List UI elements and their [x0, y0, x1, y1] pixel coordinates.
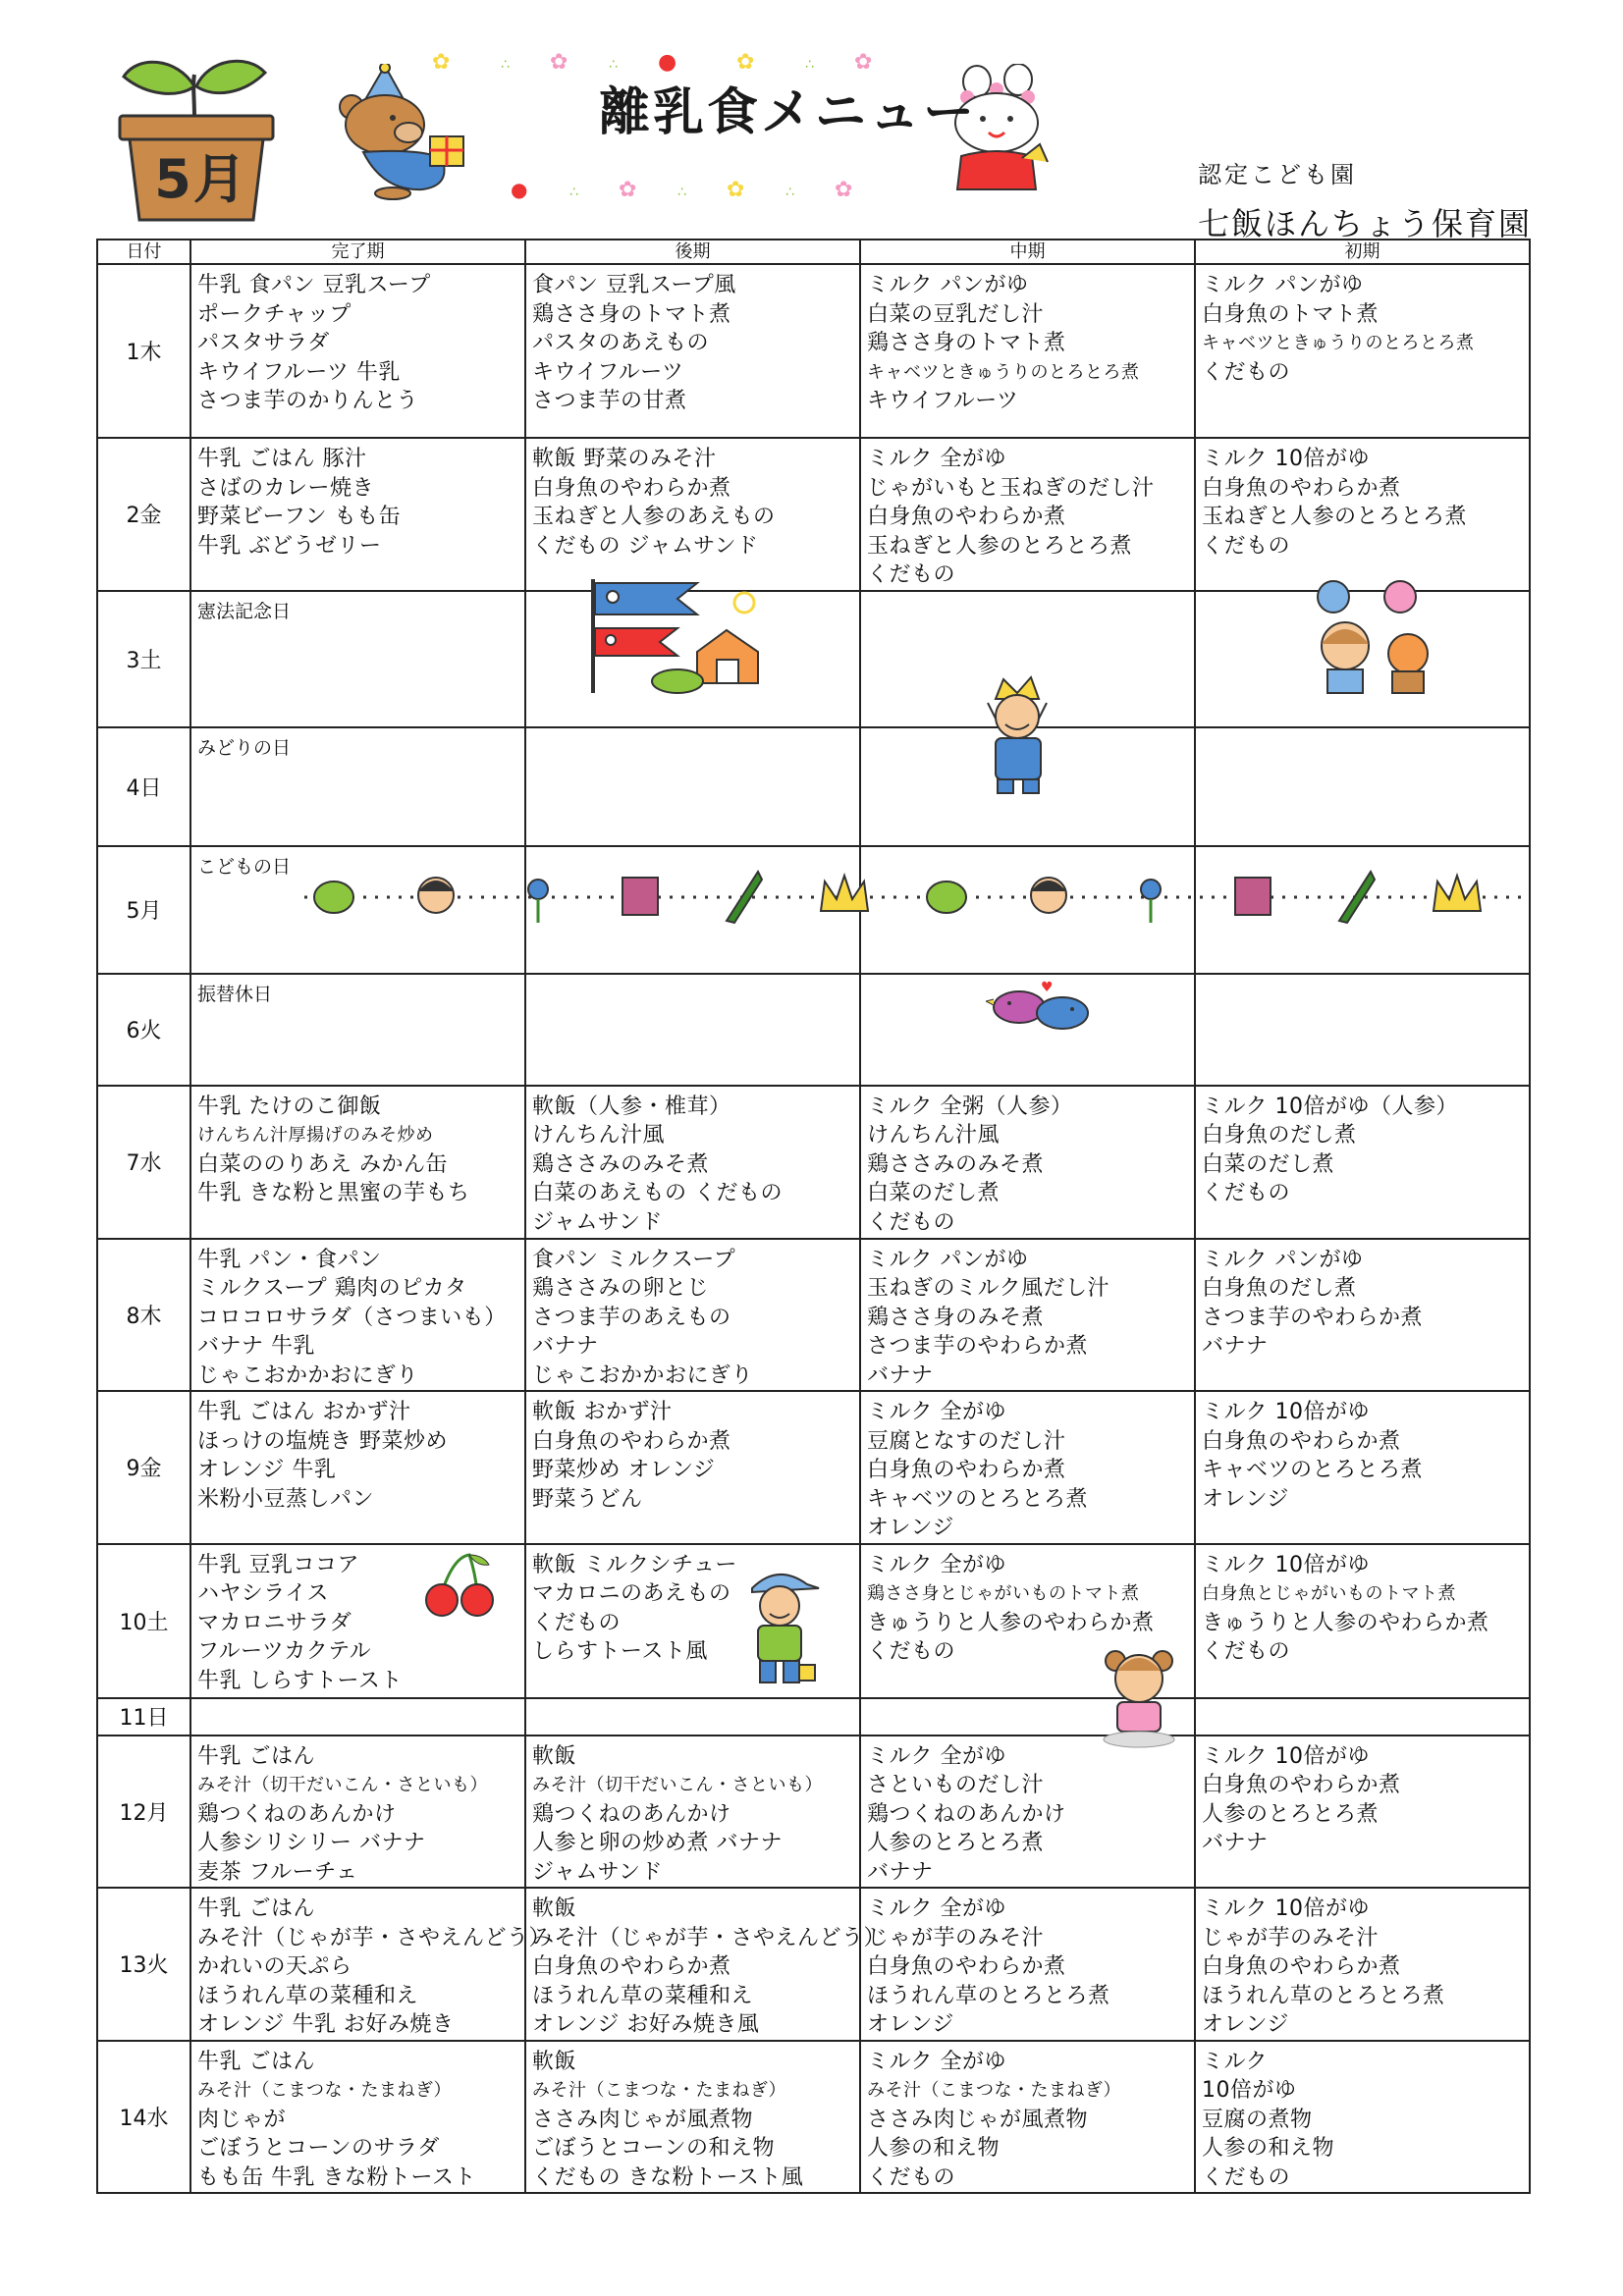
menu-item: ごぼうとコーンのサラダ: [197, 2136, 440, 2161]
holiday-label: こどもの日: [197, 855, 292, 878]
boy-crown-icon: [974, 673, 1062, 797]
garland-ornament-icon: [927, 881, 966, 913]
menu-item: マカロニサラダ: [197, 1610, 352, 1635]
menu-item: ミルク パンがゆ: [1202, 1247, 1364, 1272]
menu-item: けんちん汁風: [867, 1123, 1001, 1148]
menu-item: バナナ: [532, 1334, 599, 1359]
menu-item: 牛乳 ごはん: [197, 2049, 315, 2074]
menu-cell-kanryo: [190, 974, 525, 1086]
menu-item: きゅうりと人参のやわらか煮: [1202, 1610, 1489, 1635]
menu-cell-shoki: [1195, 1086, 1530, 1239]
menu-table: [96, 239, 1531, 2194]
menu-item: オレンジ 牛乳: [197, 1458, 337, 1482]
day-cell: 5月: [97, 846, 190, 974]
flower-garland-bottom-icon: [501, 175, 913, 204]
menu-item: キャベツのとろとろ煮: [867, 1486, 1089, 1512]
menu-cell-kanryo: [190, 1698, 525, 1735]
menu-cell-koki: [525, 264, 860, 438]
menu-item: しらすトースト風: [532, 1639, 708, 1664]
menu-item: キャベツときゅうりのとろとろ煮: [1202, 333, 1475, 353]
menu-item: もも缶 牛乳 きな粉トースト: [197, 2164, 476, 2190]
menu-item: オレンジ: [1202, 2012, 1289, 2037]
menu-item: 牛乳 ごはん 豚汁: [197, 447, 367, 471]
menu-item: 野菜ビーフン もも缶: [197, 505, 402, 529]
menu-cell-kanryo: [190, 2041, 525, 2194]
menu-cell-koki: [525, 1239, 860, 1392]
menu-item: みそ汁（じゃが芋・さやえんどう）: [532, 1925, 887, 1950]
menu-item: ミルク: [1202, 2049, 1269, 2074]
menu-item: 白身魚のやわらか煮: [532, 1954, 731, 1979]
garland-ornament-icon: [1339, 872, 1375, 923]
menu-item: ミルク 10倍がゆ: [1202, 1743, 1371, 1769]
menu-item: きゅうりと人参のやわらか煮: [867, 1610, 1155, 1635]
menu-item: 牛乳 きな粉と黒蜜の芋もち: [197, 1181, 470, 1205]
table-row: [97, 974, 1530, 1086]
menu-item: くだもの: [1202, 1181, 1291, 1205]
day-cell: 11日: [97, 1698, 190, 1735]
menu-item: ミルク パンがゆ: [867, 273, 1029, 297]
menu-item: 牛乳 ごはん: [197, 1743, 315, 1769]
table-row: [97, 1888, 1530, 2041]
menu-item: ほうれん草のとろとろ煮: [1202, 1983, 1445, 2008]
childrens-day-garland-icon: [304, 862, 1522, 940]
menu-item: 玉ねぎと人参のとろとろ煮: [867, 533, 1133, 559]
menu-item: 人参と卵の炒め煮 バナナ: [532, 1831, 783, 1855]
menu-cell-koki: [525, 1888, 887, 2041]
table-row: [97, 1735, 1530, 1889]
page-title: 離乳食メニュー: [599, 83, 978, 142]
menu-item: 牛乳 食パン 豆乳スープ: [197, 273, 431, 297]
garland-ornament-icon: [1141, 880, 1161, 923]
menu-item: 白菜の豆乳だし汁: [867, 301, 1045, 327]
day-cell: 2金: [97, 438, 190, 591]
menu-item: ジャムサンド: [532, 1859, 664, 1885]
menu-item: バナナ: [1202, 1831, 1269, 1855]
day-cell: 7水: [97, 1086, 190, 1239]
table-row: [97, 1239, 1530, 1392]
svg-text:∴: ∴: [677, 185, 686, 200]
menu-item: 軟飯: [532, 1896, 577, 1921]
menu-item: オレンジ: [1202, 1486, 1289, 1512]
menu-item: 白身魚のやわらか煮: [867, 1954, 1066, 1979]
menu-item: ごぼうとコーンの和え物: [532, 2136, 776, 2161]
menu-item: ミルク パンがゆ: [1202, 273, 1364, 297]
menu-cell-shoki: [1195, 1544, 1530, 1698]
menu-item: くだもの: [867, 2164, 956, 2190]
menu-item: キウイフルーツ 牛乳: [197, 359, 401, 385]
menu-item: みそ汁（こまつな・たまねぎ）: [532, 2080, 786, 2101]
menu-item: 野菜炒め オレンジ: [532, 1458, 716, 1482]
svg-text:✿: ✿: [736, 50, 755, 75]
menu-cell-koki: [525, 2041, 860, 2194]
day-cell: 12月: [97, 1735, 190, 1889]
menu-cell-koki: [525, 1391, 860, 1544]
menu-item: ミルク 全がゆ: [867, 1743, 1007, 1769]
day-cell: 10土: [97, 1544, 190, 1698]
menu-item: ミルク 全がゆ: [867, 1400, 1007, 1424]
menu-cell-shoki: [1195, 438, 1530, 591]
menu-item: さつま芋のあえもの: [532, 1305, 731, 1330]
day-cell: 4日: [97, 727, 190, 846]
menu-item: ミルク 10倍がゆ（人参）: [1202, 1094, 1459, 1119]
boy-cap-icon: [738, 1563, 823, 1688]
table-row: [97, 1086, 1530, 1239]
menu-item: ポークチャップ: [197, 301, 352, 327]
menu-item: 牛乳 たけのこ御飯: [197, 1094, 382, 1119]
menu-item: 人参のとろとろ煮: [867, 1831, 1045, 1855]
menu-item: 牛乳 ごはん おかず汁: [197, 1400, 411, 1424]
menu-cell-shoki: [1195, 1239, 1530, 1392]
menu-item: パスタのあえもの: [532, 331, 710, 355]
menu-item: キウイフルーツ: [867, 389, 1019, 413]
menu-cell-koki: [525, 974, 860, 1086]
garland-ornament-icon: [821, 876, 868, 911]
menu-item: ミルク 全がゆ: [867, 1896, 1007, 1921]
menu-item: 白身魚のやわらか煮: [532, 475, 731, 501]
menu-item: くだもの: [1202, 359, 1291, 385]
menu-cell-shoki: [1195, 1735, 1530, 1889]
menu-cell-shoki: [1195, 1888, 1530, 2041]
menu-item: さといものだし汁: [867, 1773, 1045, 1797]
menu-item: 人参の和え物: [867, 2136, 1001, 2161]
menu-item: 豆腐の煮物: [1202, 2107, 1313, 2132]
menu-cell-kanryo: [190, 727, 525, 846]
menu-item: 軟飯: [532, 2049, 577, 2074]
menu-item: 白身魚のやわらか煮: [1202, 1954, 1401, 1979]
menu-item: さつま芋のかりんとう: [197, 389, 419, 413]
menu-item: ささみ肉じゃが風煮物: [867, 2107, 1089, 2132]
menu-item: じゃが芋のみそ汁: [1202, 1925, 1380, 1950]
menu-item: 牛乳 ぶどうゼリー: [197, 533, 382, 559]
menu-item: ミルク 10倍がゆ: [1202, 447, 1371, 471]
menu-cell-kanryo: [190, 1239, 525, 1392]
menu-item: キウイフルーツ: [532, 359, 684, 385]
menu-cell-chuki: [860, 1239, 1195, 1392]
menu-cell-shoki: [1195, 727, 1530, 846]
svg-text:✿: ✿: [432, 50, 451, 75]
menu-item: 鶏ささみの卵とじ: [532, 1276, 710, 1301]
menu-item: 白菜ののりあえ みかん缶: [197, 1151, 448, 1177]
menu-item: 白身魚のやわらか煮: [1202, 475, 1401, 501]
menu-item: みそ汁（切干だいこん・さといも）: [532, 1775, 823, 1795]
menu-item: みそ汁（切干だいこん・さといも）: [197, 1775, 488, 1795]
menu-item: キャベツときゅうりのとろとろ煮: [867, 361, 1140, 383]
menu-item: オレンジ: [867, 2012, 954, 2037]
menu-item: 軟飯 野菜のみそ汁: [532, 447, 717, 471]
menu-item: 鶏ささ身のトマト煮: [532, 301, 731, 327]
menu-item: 豆腐となすのだし汁: [867, 1428, 1066, 1454]
svg-text:✿: ✿: [550, 50, 568, 75]
menu-item: 白身魚のやわらか煮: [867, 1458, 1066, 1482]
menu-cell-kanryo: [190, 1888, 552, 2041]
menu-item: 鶏ささみのみそ煮: [867, 1151, 1045, 1177]
svg-text:●: ●: [658, 50, 677, 75]
svg-text:✿: ✿: [854, 50, 873, 75]
menu-item: バナナ 牛乳: [197, 1334, 315, 1359]
menu-item: 白身魚のトマト煮: [1202, 301, 1380, 327]
menu-item: けんちん汁風: [532, 1123, 666, 1148]
holiday-label: 憲法記念日: [197, 600, 292, 622]
menu-cell-koki: [525, 1086, 860, 1239]
menu-item: みそ汁（じゃが芋・さやえんどう）: [197, 1925, 552, 1950]
menu-item: 野菜うどん: [532, 1486, 643, 1512]
table-row: [97, 264, 1530, 438]
menu-cell-chuki: [860, 1086, 1195, 1239]
page-header: [0, 0, 1623, 240]
menu-cell-chuki: [860, 264, 1195, 438]
menu-item: フルーツカクテル: [197, 1639, 372, 1664]
table-row: [97, 1698, 1530, 1735]
garland-ornament-icon: [727, 872, 762, 923]
menu-item: ミルク 10倍がゆ: [1202, 1400, 1371, 1424]
menu-item: 人参シリシリー バナナ: [197, 1831, 426, 1855]
svg-text:∴: ∴: [501, 57, 510, 73]
cherries-icon: [420, 1553, 499, 1618]
day-cell: 1木: [97, 264, 190, 438]
svg-text:✿: ✿: [835, 178, 853, 202]
col-header-date: 日付: [97, 240, 190, 264]
col-header-koki: 後期: [525, 240, 860, 264]
menu-item: ほうれん草の菜種和え: [532, 1983, 754, 2008]
menu-cell-shoki: [1195, 974, 1530, 1086]
menu-item: さつま芋の甘煮: [532, 389, 687, 413]
menu-item: 鶏ささ身とじゃがいものトマト煮: [867, 1583, 1140, 1604]
menu-item: ミルク パンがゆ: [867, 1247, 1029, 1272]
svg-text:✿: ✿: [619, 178, 637, 202]
svg-text:∴: ∴: [609, 57, 618, 73]
menu-item: かれいの天ぷら: [197, 1954, 352, 1979]
menu-item: 軟飯（人参・椎茸）: [532, 1094, 731, 1119]
menu-cell-shoki: [1195, 264, 1530, 438]
menu-item: 鶏つくねのあんかけ: [197, 1801, 397, 1827]
menu-item: 白身魚のやわらか煮: [1202, 1428, 1401, 1454]
menu-item: 軟飯 ミルクシチュー: [532, 1552, 737, 1577]
menu-item: 玉ねぎのミルク風だし汁: [867, 1276, 1110, 1301]
menu-item: さつま芋のやわらか煮: [1202, 1305, 1424, 1330]
menu-item: ささみ肉じゃが風煮物: [532, 2107, 754, 2132]
koinobori-icon: [579, 573, 776, 697]
menu-item: ハヤシライス: [197, 1581, 329, 1606]
menu-item: 白身魚のだし煮: [1202, 1123, 1357, 1148]
menu-item: 白菜のあえもの くだもの: [532, 1181, 783, 1205]
menu-item: オレンジ 牛乳 お好み焼き: [197, 2012, 455, 2037]
table-row: [97, 438, 1530, 591]
garland-ornament-icon: [418, 878, 454, 913]
holiday-label: 振替休日: [197, 983, 273, 1005]
svg-text:∴: ∴: [805, 57, 814, 73]
menu-item: くだもの きな粉トースト風: [532, 2164, 804, 2190]
svg-text:♥: ♥: [1041, 980, 1054, 995]
menu-item: 鶏ささみのみそ煮: [532, 1151, 710, 1177]
col-header-kanryo: 完了期: [190, 240, 525, 264]
svg-text:✿: ✿: [727, 178, 745, 202]
menu-cell-shoki: [1195, 1698, 1530, 1735]
menu-item: 牛乳 しらすトースト: [197, 1668, 403, 1693]
menu-item: キャベツのとろとろ煮: [1202, 1458, 1424, 1482]
menu-item: さばのカレー焼き: [197, 475, 375, 501]
menu-item: コロコロサラダ（さつまいも）: [197, 1305, 507, 1330]
menu-cell-chuki: [860, 2041, 1195, 2194]
menu-item: 軟飯 おかず汁: [532, 1400, 673, 1424]
menu-item: 人参のとろとろ煮: [1202, 1801, 1380, 1827]
menu-cell-kanryo: [190, 591, 525, 727]
menu-item: マカロニのあえもの: [532, 1581, 731, 1606]
menu-item: ほうれん草のとろとろ煮: [867, 1983, 1110, 2008]
svg-text:∴: ∴: [785, 185, 794, 200]
menu-item: けんちん汁厚揚げのみそ炒め: [197, 1125, 434, 1146]
garland-ornament-icon: [622, 878, 658, 915]
menu-item: 鶏つくねのあんかけ: [532, 1801, 731, 1827]
menu-item: くだもの: [867, 562, 956, 587]
menu-cell-koki: [525, 1698, 860, 1735]
menu-item: 牛乳 パン・食パン: [197, 1247, 382, 1272]
menu-item: バナナ: [1202, 1334, 1269, 1359]
menu-item: 白身魚のやわらか煮: [532, 1428, 731, 1454]
menu-item: ミルクスープ 鶏肉のピカタ: [197, 1276, 467, 1301]
menu-item: くだもの: [1202, 533, 1291, 559]
day-cell: 6火: [97, 974, 190, 1086]
menu-item: 鶏ささ身のトマト煮: [867, 331, 1066, 355]
menu-item: 白菜のだし煮: [867, 1181, 1001, 1205]
menu-item: くだもの: [1202, 2164, 1291, 2190]
menu-item: 10倍がゆ: [1202, 2078, 1297, 2103]
menu-item: バナナ: [867, 1859, 934, 1885]
table-row: [97, 727, 1530, 846]
garland-ornament-icon: [1235, 878, 1271, 915]
menu-item: ミルク 全がゆ: [867, 2049, 1007, 2074]
menu-item: 牛乳 ごはん: [197, 1896, 315, 1921]
menu-item: ミルク 全粥（人参）: [867, 1094, 1073, 1119]
menu-item: 軟飯: [532, 1743, 577, 1769]
menu-item: じゃがいもと玉ねぎのだし汁: [867, 475, 1155, 501]
menu-cell-kanryo: [190, 1391, 525, 1544]
menu-item: ジャムサンド: [532, 1209, 664, 1235]
menu-item: 玉ねぎと人参のあえもの: [532, 505, 776, 529]
menu-item: ほっけの塩焼き 野菜炒め: [197, 1428, 448, 1454]
menu-cell-chuki: [860, 1735, 1195, 1889]
bear-mascot-icon: [324, 64, 491, 201]
menu-item: くだもの: [1202, 1639, 1291, 1664]
menu-item: ミルク 10倍がゆ: [1202, 1552, 1371, 1577]
day-cell: 13火: [97, 1888, 190, 2041]
menu-item: くだもの: [867, 1209, 956, 1235]
garland-ornament-icon: [528, 880, 548, 923]
day-cell: 3土: [97, 591, 190, 727]
day-cell: 9金: [97, 1391, 190, 1544]
menu-item: 玉ねぎと人参のとろとろ煮: [1202, 505, 1468, 529]
table-row: [97, 2041, 1530, 2194]
menu-item: みそ汁（こまつな・たまねぎ）: [867, 2080, 1121, 2101]
menu-item: 白身魚とじゃがいものトマト煮: [1202, 1583, 1456, 1604]
menu-item: みそ汁（こまつな・たまねぎ）: [197, 2080, 452, 2101]
menu-cell-chuki: [860, 1391, 1195, 1544]
day-cell: 14水: [97, 2041, 190, 2194]
menu-item: 白菜のだし煮: [1202, 1151, 1335, 1177]
menu-item: じゃこおかかおにぎり: [197, 1362, 419, 1388]
menu-item: 鶏ささ身のみそ煮: [867, 1305, 1045, 1330]
holiday-label: みどりの日: [197, 736, 292, 759]
animal-children-icon: [1306, 575, 1443, 697]
menu-cell-kanryo: [190, 1735, 525, 1889]
menu-item: オレンジ お好み焼き風: [532, 2012, 760, 2037]
menu-cell-chuki: [860, 438, 1195, 591]
menu-item: くだもの: [867, 1639, 956, 1664]
menu-item: じゃこおかかおにぎり: [532, 1362, 754, 1388]
menu-cell-koki: [525, 727, 860, 846]
menu-item: 白身魚のだし煮: [1202, 1276, 1357, 1301]
girl-sandbox-icon: [1100, 1641, 1178, 1749]
menu-item: じゃが芋のみそ汁: [867, 1925, 1045, 1950]
menu-item: 食パン 豆乳スープ風: [532, 273, 736, 297]
menu-item: バナナ: [867, 1362, 934, 1388]
svg-text:●: ●: [511, 178, 528, 201]
menu-cell-koki: [525, 1735, 860, 1889]
svg-text:∴: ∴: [569, 185, 578, 200]
org-name: 七飯ほんちょう保育園: [1198, 205, 1533, 242]
menu-cell-shoki: [1195, 2041, 1530, 2194]
menu-item: くだもの: [532, 1610, 622, 1635]
garland-ornament-icon: [1031, 878, 1066, 913]
org-subtitle: 認定こども園: [1198, 161, 1357, 188]
menu-cell-kanryo: [190, 264, 525, 438]
menu-item: 食パン ミルクスープ: [532, 1247, 736, 1272]
menu-cell-koki: [525, 438, 860, 591]
col-header-shoki: 初期: [1195, 240, 1530, 264]
menu-item: ミルク 全がゆ: [867, 1552, 1007, 1577]
menu-item: ミルク 10倍がゆ: [1202, 1896, 1371, 1921]
day-cell: 8木: [97, 1239, 190, 1392]
table-header-row: [97, 240, 1530, 264]
col-header-chuki: 中期: [860, 240, 1195, 264]
menu-item: ミルク 全がゆ: [867, 447, 1007, 471]
garland-ornament-icon: [314, 881, 353, 913]
garland-ornament-icon: [1434, 876, 1481, 911]
menu-item: ほうれん草の菜種和え: [197, 1983, 419, 2008]
menu-cell-kanryo: [190, 438, 525, 591]
menu-cell-shoki: [1195, 1391, 1530, 1544]
menu-item: 米粉小豆蒸しパン: [197, 1486, 375, 1512]
menu-item: パスタサラダ: [197, 331, 330, 355]
menu-item: 牛乳 豆乳ココア: [197, 1552, 359, 1577]
menu-item: さつま芋のやわらか煮: [867, 1334, 1089, 1359]
menu-item: 麦茶 フルーチェ: [197, 1859, 358, 1885]
menu-item: 人参の和え物: [1202, 2136, 1335, 2161]
menu-item: オレンジ: [867, 1516, 954, 1540]
menu-item: 肉じゃが: [197, 2107, 287, 2132]
table-row: [97, 1391, 1530, 1544]
menu-item: 白身魚のやわらか煮: [1202, 1773, 1401, 1797]
menu-cell-chuki: [860, 1888, 1195, 2041]
menu-item: くだもの ジャムサンド: [532, 533, 759, 559]
month-label: 5月: [154, 148, 248, 210]
menu-item: 白身魚のやわらか煮: [867, 505, 1066, 529]
menu-cell-kanryo: [190, 1086, 525, 1239]
bluebirds-icon: [986, 978, 1096, 1039]
menu-item: 鶏つくねのあんかけ: [867, 1801, 1066, 1827]
